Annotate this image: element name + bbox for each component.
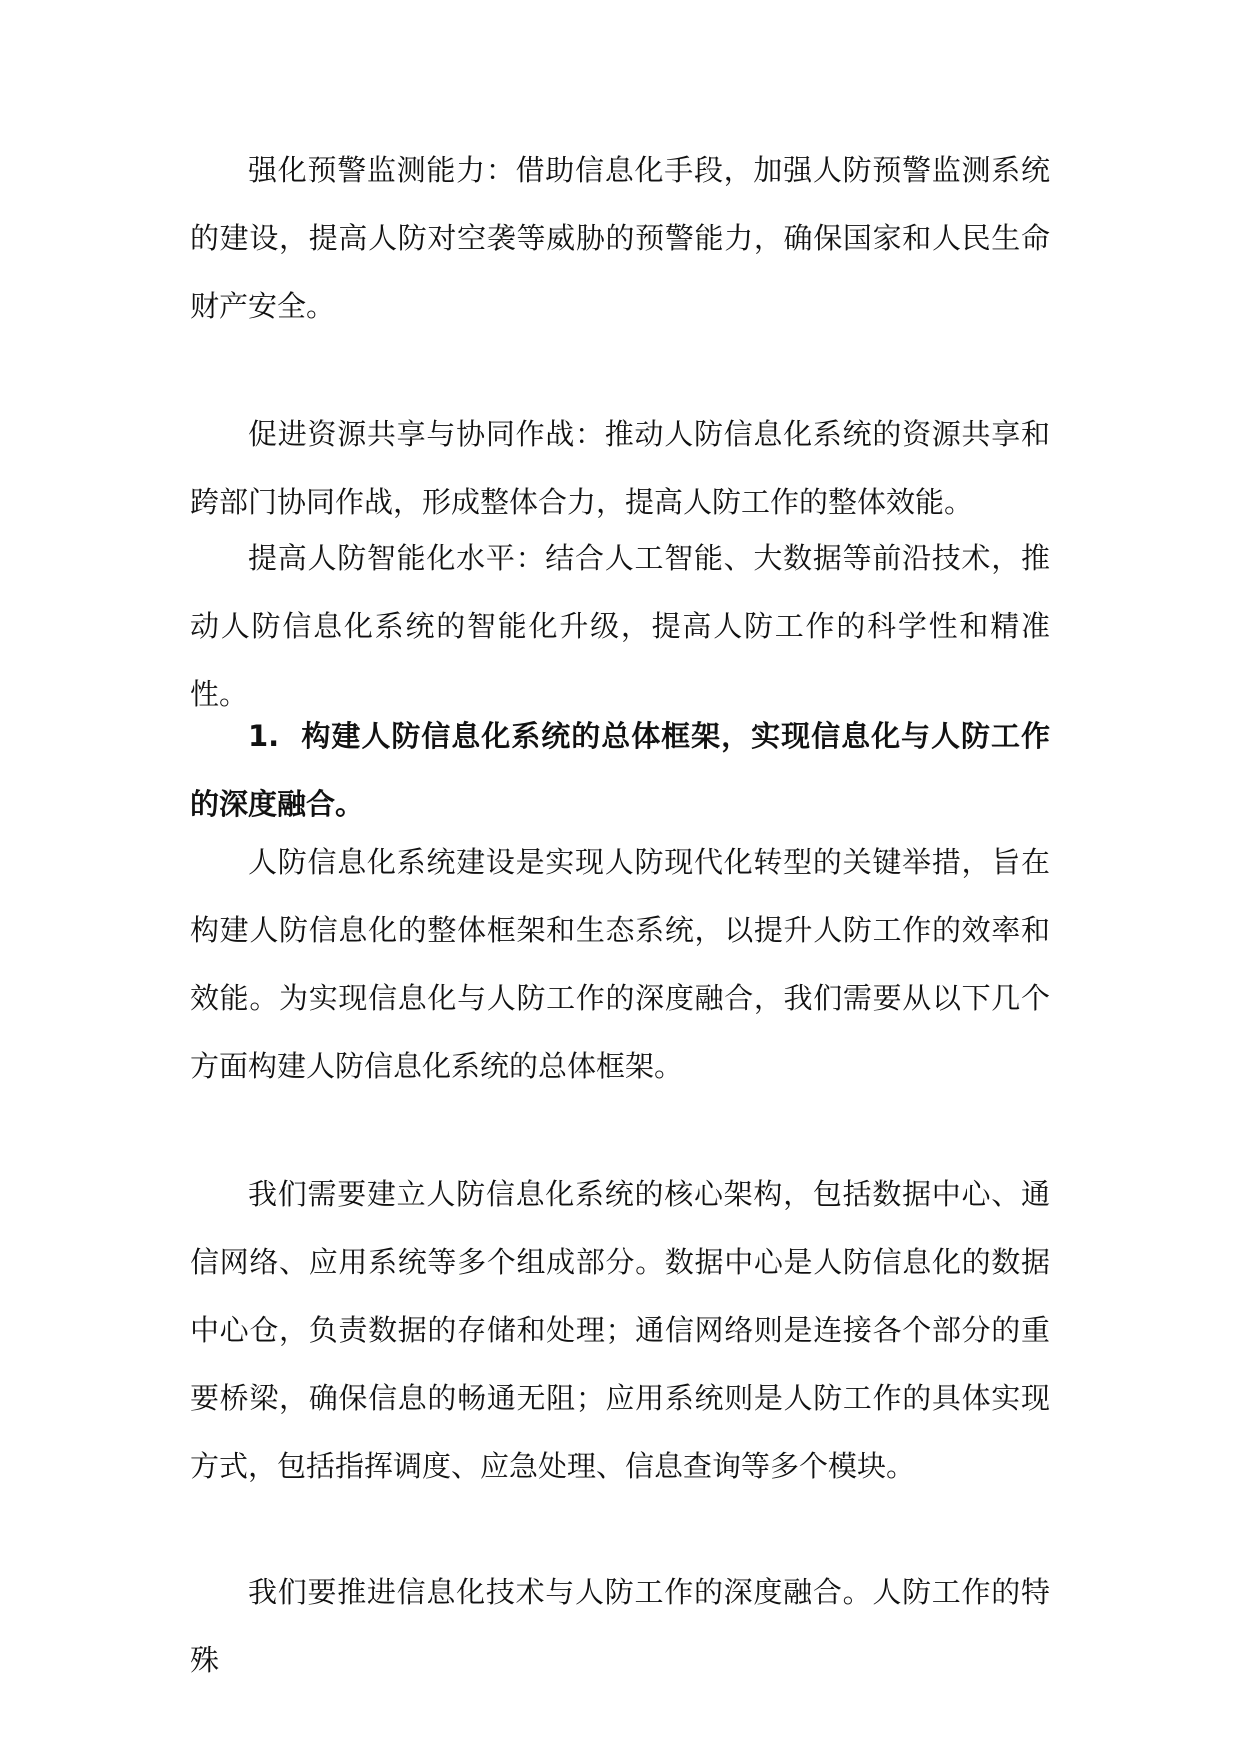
section-heading-text: 构建人防信息化系统的总体框架，实现信息化与人防工作的深度融合。 [190, 719, 1050, 821]
paragraph-early-warning: 强化预警监测能力：借助信息化手段，加强人防预警监测系统的建设，提高人防对空袭等威胁的预警能力，确保国家和人民生命财产安全。 [190, 153, 1050, 323]
paragraph-resource-sharing: 促进资源共享与协同作战：推动人防信息化系统的资源共享和跨部门协同作战，形成整体合力，提高人防工作的整体效能。 [190, 417, 1050, 519]
paragraph-core-architecture: 我们需要建立人防信息化系统的核心架构，包括数据中心、通信网络、应用系统等多个组成部分。数据中心是人防信息化的数据中心仓，负责数据的存储和处理；通信网络则是连接各个部分的重要桥梁，确保信息的畅通无阻；应用系统则是人防工作的具体实现方式，包括指挥调度、应急处理、信息查询等多个模块。 [190, 1177, 1050, 1483]
section-heading-number: 1. [248, 719, 280, 753]
paragraph-framework-intro: 人防信息化系统建设是实现人防现代化转型的关键举措，旨在构建人防信息化的整体框架和生态系统，以提升人防工作的效率和效能。为实现信息化与人防工作的深度融合，我们需要从以下几个方面构建人防信息化系统的总体框架。 [190, 845, 1050, 1083]
paragraph-deep-integration: 我们要推进信息化技术与人防工作的深度融合。人防工作的特殊 [190, 1575, 1050, 1677]
paragraph-intelligence-level: 提高人防智能化水平：结合人工智能、大数据等前沿技术，推动人防信息化系统的智能化升级，提高人防工作的科学性和精准性。 [190, 541, 1050, 711]
section-heading [190, 702, 1050, 838]
